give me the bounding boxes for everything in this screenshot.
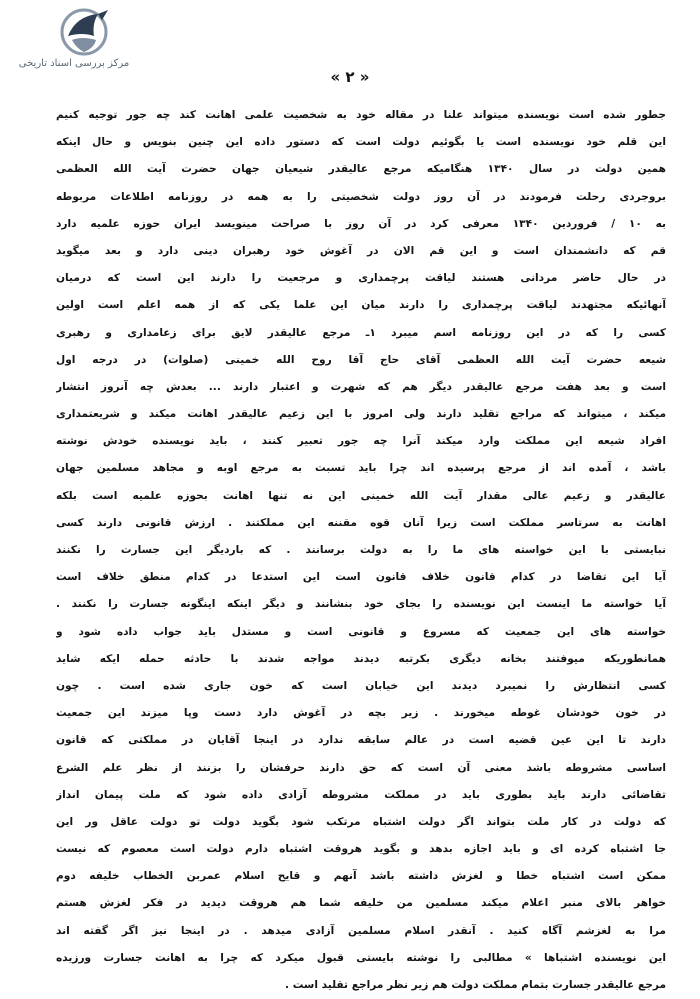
text-line: آنهائیکه مجتهدند لیاقت پرچمداری را دارند میان این علما یکی که از همه اعلم است اولین [56,299,666,312]
text-line: کسی را که در این روزنامه اسم میبرد ۱ـ مرجع عالیقدر لایق برای زعامداری و رهبری [56,326,666,339]
text-line: خواهر بالای منبر اعلام میکند مسلمین من خلیفه شما هم هروقت دیدید در فکر لغزش هستم [56,897,666,910]
text-line: همانطوریکه میوفتند بخانه دیگری بکرتبه دیدند مواجه شدند با حادثه حمله ایکه شاید [56,652,666,665]
text-line: میکند ، میتواند که مراجع تقلید دارند ولی امروز با این زعیم عالیقدر اهانت میکند و شریعتمداری [56,408,666,421]
text-line: در خون خودشان غوطه میخورند . زیر بچه در آغوش دارد دست وپا میزند این جمعیت [56,707,666,720]
archive-logo [10,6,140,76]
text-line: همین دولت در سال ۱۳۴۰ هنگامیکه مرجع عالیقدر شیعیان جهان حضرت آیت الله العظمی [56,163,666,176]
text-line: نبایستی با این خواسته های ما را به دولت برسانند . که باردیگر این جسارت را نکنند [56,544,666,556]
text-line: جا اشتباه کرده ای و باید اجازه بدهد و بگوید هروقت اشتباه دارم دولت است معصوم که نیست [56,843,666,856]
page-number: « ۲ » [330,68,370,86]
text-line: در حال حاضر مردانی هستند لیاقت پرچمداری و مرجعیت را دارند این است که درمیان [56,272,666,285]
text-line: دارند تا این عین قضیه است در عالم سابقه ندارد در اینجا آقایان در مملکتی که قانون [56,734,666,747]
text-line: شیعه حضرت آیت الله العظمی آقای حاج آقا روح الله خمینی (صلوات) در درجه اول [56,353,666,366]
archive-logo-text: مرکز بررسی اسناد تاریخی [18,58,130,69]
text-line: به ۱۰ / فروردین ۱۳۴۰ معرفی کرد در آن روز با صراحت مینویسد ایران حوزه علمیه دارد [56,217,666,230]
text-line: قم که دانشمندان است و این قم الان در آغوش خود رهبران دینی دارد و بعد میگوید [56,244,666,257]
letter-body [56,102,666,999]
text-line: بروجردی رحلت فرمودند در آن روز دولت شخصیتی را به همه در روزنامه اطلاعات مربوطه [56,190,666,203]
text-line: آیا این تقاضا در کدام قانون خلاف قانون است این استدعا در کدام منطق خلاف است [56,571,666,584]
text-line: عالیقدر و زعیم عالی مقدار آیت الله خمینی این نه تنها اهانت بحوزه علمیه است بلکه [56,489,666,502]
text-line: جطور شده است نویسنده میتواند علنا در مقاله خود به شخصیت علمی اهانت کند چه جور توجیه کنیم [56,109,666,121]
text-line: اساسی مشروطه باشد معنی آن است که حق دارند حرفشان را بزنند از نظر علم الشرع [56,761,666,774]
text-line: باشد ، آمده اند از مرجع پرسیده اند چرا باید تسبت به مرجع اوبه و مجاهد مسلمین جهان [56,462,666,475]
text-line: که دولت در کار ملت بتواند اگر دولت اشتباه مرتکب شود بگوید دولت تو دولت عاقل ور این [56,815,666,828]
text-line: مرا به لغزشم آگاه کنید . آنقدر اسلام مسلمین آزادی میدهد . در اینجا نیز اگر گفته اند [56,924,666,937]
text-line: آیا خواسته ما اینست این نویسنده را بجای خود بنشانند و دیگر اینکه اینگونه جسارت را نکنند . [56,598,666,611]
text-line: افراد شیعه این مملکت وارد میکند آنرا چه جور تعبیر کنند ، باید نویسنده خودش نوشته [56,435,666,448]
text-line: این نویسنده اشتباها » مطالبی را نوشته بایستی قبول میکرد که چرا به اهانت جسارت ورزیده [56,951,666,964]
text-line: اهانت به سرتاسر مملکت است زیرا آنان قوه مقننه این مملکتند . ارزش قانونی دارند کسی [56,516,666,529]
text-line: این قلم خود نویسنده است یا بگوئیم دولت است که دستور داده این چنین بنویس و حال اینکه [56,136,666,149]
text-line: کسی انتظارش را نمیبرد دیدند این خیابان است که خون جاری شده است . چون [56,679,666,692]
document-archive-logo-icon [58,6,114,58]
text-line: مرجع عالیقدر جسارت بتمام مملکت دولت هم زیر نظر مراجع تقلید است . [284,979,666,991]
text-line: ممکن است اشتباه خطا و لغزش داشته باشد آنهم و قایح اسلام عمربن الخطاب خلیفه دوم [56,870,666,883]
text-line: تقاضائی دارند باید بطوری باید در مملکت مشروطه آزادی داده شود که ملت پیمان انداز [56,788,666,801]
text-line: است و بعد هفت مرجع عالیقدر دیگر هم که شهرت و اعتبار دارند ... بعدش چه آنروز انتشار [56,380,666,393]
text-line: خواسته های این جمعیت که مسروع و قانونی است و مستدل باید جواب داده شود و [56,625,666,638]
